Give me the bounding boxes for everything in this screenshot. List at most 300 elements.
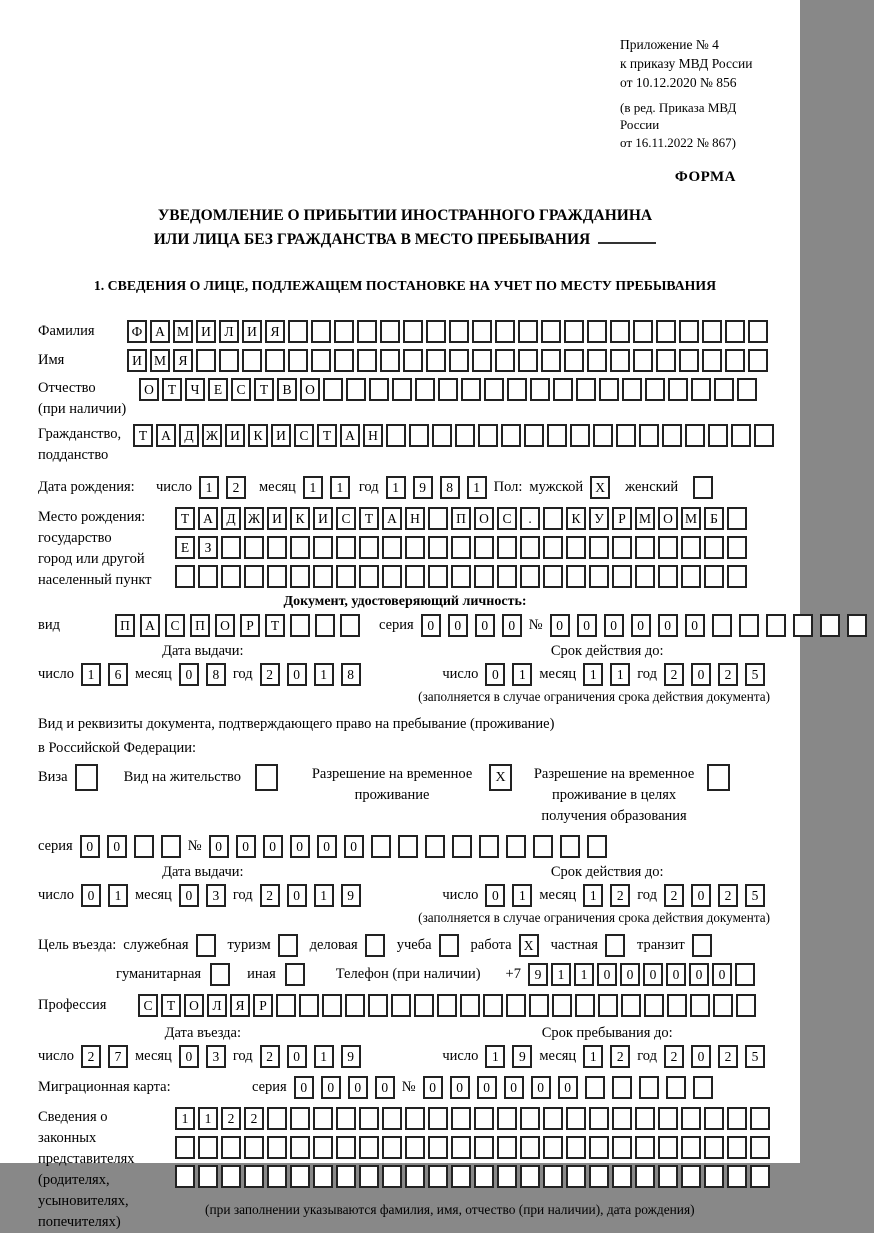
form-cell[interactable] xyxy=(727,1107,747,1130)
form-cell[interactable] xyxy=(727,1136,747,1159)
form-cell[interactable] xyxy=(587,320,607,343)
form-cell[interactable] xyxy=(704,1107,724,1130)
form-cell[interactable] xyxy=(357,349,377,372)
form-cell[interactable]: И xyxy=(267,507,287,530)
form-cell[interactable]: 0 xyxy=(666,963,686,986)
form-cell[interactable]: И xyxy=(225,424,245,447)
form-cell[interactable] xyxy=(495,349,515,372)
form-cell[interactable]: 0 xyxy=(685,614,705,637)
form-cell[interactable] xyxy=(474,1136,494,1159)
form-cell[interactable]: А xyxy=(382,507,402,530)
form-cell[interactable]: 0 xyxy=(691,663,711,686)
temp-residence-edu-checkbox[interactable] xyxy=(707,764,730,791)
form-cell[interactable]: 1 xyxy=(583,1045,603,1068)
form-cell[interactable]: 0 xyxy=(287,884,307,907)
form-cell[interactable] xyxy=(497,536,517,559)
form-cell[interactable]: С xyxy=(497,507,517,530)
form-cell[interactable]: Я xyxy=(173,349,193,372)
form-cell[interactable]: 2 xyxy=(226,476,246,499)
form-cell[interactable]: Б xyxy=(704,507,724,530)
form-cell[interactable] xyxy=(520,1136,540,1159)
form-cell[interactable] xyxy=(244,1136,264,1159)
form-cell[interactable]: 0 xyxy=(375,1076,395,1099)
form-cell[interactable]: 0 xyxy=(344,835,364,858)
form-cell[interactable] xyxy=(221,1165,241,1188)
form-cell[interactable] xyxy=(244,1165,264,1188)
form-cell[interactable]: М xyxy=(173,320,193,343)
form-cell[interactable] xyxy=(336,1107,356,1130)
form-cell[interactable] xyxy=(750,1136,770,1159)
form-cell[interactable] xyxy=(748,320,768,343)
form-cell[interactable] xyxy=(340,614,360,637)
form-cell[interactable]: 0 xyxy=(263,835,283,858)
form-cell[interactable]: Д xyxy=(179,424,199,447)
form-cell[interactable] xyxy=(426,320,446,343)
form-cell[interactable] xyxy=(506,994,526,1017)
form-cell[interactable] xyxy=(414,994,434,1017)
form-cell[interactable]: К xyxy=(248,424,268,447)
form-cell[interactable] xyxy=(543,1107,563,1130)
form-cell[interactable] xyxy=(334,349,354,372)
form-cell[interactable] xyxy=(679,320,699,343)
form-cell[interactable] xyxy=(449,349,469,372)
form-cell[interactable] xyxy=(451,536,471,559)
form-cell[interactable]: А xyxy=(156,424,176,447)
form-cell[interactable] xyxy=(474,565,494,588)
form-cell[interactable] xyxy=(428,507,448,530)
form-cell[interactable] xyxy=(589,536,609,559)
residence-permit-checkbox[interactable] xyxy=(255,764,278,791)
form-cell[interactable] xyxy=(242,349,262,372)
form-cell[interactable] xyxy=(313,1107,333,1130)
form-cell[interactable] xyxy=(644,994,664,1017)
form-cell[interactable] xyxy=(368,994,388,1017)
form-cell[interactable] xyxy=(403,320,423,343)
form-cell[interactable] xyxy=(566,1136,586,1159)
form-cell[interactable] xyxy=(658,536,678,559)
form-cell[interactable]: И xyxy=(313,507,333,530)
form-cell[interactable] xyxy=(621,994,641,1017)
form-cell[interactable] xyxy=(543,536,563,559)
form-cell[interactable] xyxy=(520,536,540,559)
form-cell[interactable]: О xyxy=(474,507,494,530)
form-cell[interactable]: М xyxy=(681,507,701,530)
form-cell[interactable]: 0 xyxy=(597,963,617,986)
form-cell[interactable] xyxy=(497,1136,517,1159)
form-cell[interactable]: И xyxy=(271,424,291,447)
form-cell[interactable] xyxy=(497,1107,517,1130)
form-cell[interactable]: 8 xyxy=(440,476,460,499)
form-cell[interactable] xyxy=(428,565,448,588)
form-cell[interactable] xyxy=(474,536,494,559)
form-cell[interactable]: И xyxy=(242,320,262,343)
form-cell[interactable] xyxy=(639,424,659,447)
form-cell[interactable]: С xyxy=(231,378,251,401)
form-cell[interactable]: 2 xyxy=(664,884,684,907)
form-cell[interactable] xyxy=(198,1165,218,1188)
form-cell[interactable] xyxy=(311,349,331,372)
form-cell[interactable] xyxy=(313,1136,333,1159)
form-cell[interactable]: Л xyxy=(219,320,239,343)
form-cell[interactable] xyxy=(472,320,492,343)
form-cell[interactable] xyxy=(662,424,682,447)
form-cell[interactable] xyxy=(391,994,411,1017)
form-cell[interactable] xyxy=(313,536,333,559)
form-cell[interactable] xyxy=(681,536,701,559)
form-cell[interactable] xyxy=(622,378,642,401)
form-cell[interactable]: 0 xyxy=(485,663,505,686)
form-cell[interactable] xyxy=(134,835,154,858)
form-cell[interactable] xyxy=(704,1165,724,1188)
form-cell[interactable] xyxy=(244,565,264,588)
form-cell[interactable] xyxy=(704,1136,724,1159)
form-cell[interactable] xyxy=(587,349,607,372)
form-cell[interactable] xyxy=(727,1165,747,1188)
form-cell[interactable] xyxy=(449,320,469,343)
form-cell[interactable] xyxy=(645,378,665,401)
form-cell[interactable]: 2 xyxy=(664,663,684,686)
form-cell[interactable]: О xyxy=(215,614,235,637)
form-cell[interactable] xyxy=(359,1136,379,1159)
form-cell[interactable] xyxy=(704,536,724,559)
form-cell[interactable] xyxy=(403,349,423,372)
form-cell[interactable]: 9 xyxy=(413,476,433,499)
form-cell[interactable] xyxy=(691,378,711,401)
form-cell[interactable]: 0 xyxy=(604,614,624,637)
form-cell[interactable]: 0 xyxy=(317,835,337,858)
form-cell[interactable] xyxy=(612,536,632,559)
form-cell[interactable] xyxy=(633,349,653,372)
form-cell[interactable] xyxy=(290,565,310,588)
form-cell[interactable] xyxy=(612,1136,632,1159)
form-cell[interactable]: 1 xyxy=(512,884,532,907)
purpose-work-checkbox[interactable]: X xyxy=(519,934,539,957)
form-cell[interactable] xyxy=(359,1107,379,1130)
form-cell[interactable] xyxy=(541,349,561,372)
form-cell[interactable] xyxy=(336,1136,356,1159)
form-cell[interactable] xyxy=(735,963,755,986)
form-cell[interactable] xyxy=(616,424,636,447)
form-cell[interactable] xyxy=(290,536,310,559)
form-cell[interactable]: 1 xyxy=(512,663,532,686)
form-cell[interactable]: 8 xyxy=(341,663,361,686)
form-cell[interactable] xyxy=(175,1165,195,1188)
form-cell[interactable] xyxy=(461,378,481,401)
form-cell[interactable] xyxy=(315,614,335,637)
temp-residence-checkbox[interactable]: X xyxy=(489,764,512,791)
form-cell[interactable]: 0 xyxy=(577,614,597,637)
form-cell[interactable] xyxy=(714,378,734,401)
form-cell[interactable]: 1 xyxy=(108,884,128,907)
form-cell[interactable] xyxy=(610,349,630,372)
form-cell[interactable] xyxy=(576,378,596,401)
form-cell[interactable] xyxy=(267,1136,287,1159)
form-cell[interactable] xyxy=(428,1107,448,1130)
form-cell[interactable] xyxy=(265,349,285,372)
form-cell[interactable] xyxy=(382,1165,402,1188)
form-cell[interactable] xyxy=(543,565,563,588)
form-cell[interactable] xyxy=(161,835,181,858)
form-cell[interactable] xyxy=(658,565,678,588)
form-cell[interactable]: 0 xyxy=(691,884,711,907)
form-cell[interactable]: 2 xyxy=(260,663,280,686)
form-cell[interactable]: 0 xyxy=(477,1076,497,1099)
form-cell[interactable] xyxy=(725,349,745,372)
visa-checkbox[interactable] xyxy=(75,764,98,791)
form-cell[interactable]: 7 xyxy=(108,1045,128,1068)
purpose-other-checkbox[interactable] xyxy=(285,963,305,986)
form-cell[interactable]: 5 xyxy=(745,884,765,907)
form-cell[interactable] xyxy=(336,536,356,559)
form-cell[interactable]: 0 xyxy=(502,614,522,637)
form-cell[interactable] xyxy=(633,320,653,343)
form-cell[interactable] xyxy=(793,614,813,637)
form-cell[interactable] xyxy=(336,1165,356,1188)
form-cell[interactable]: 2 xyxy=(221,1107,241,1130)
form-cell[interactable] xyxy=(221,565,241,588)
form-cell[interactable] xyxy=(313,1165,333,1188)
form-cell[interactable] xyxy=(656,349,676,372)
form-cell[interactable] xyxy=(288,349,308,372)
form-cell[interactable]: О xyxy=(300,378,320,401)
form-cell[interactable]: 1 xyxy=(314,1045,334,1068)
form-cell[interactable]: У xyxy=(589,507,609,530)
form-cell[interactable] xyxy=(520,1165,540,1188)
form-cell[interactable]: А xyxy=(150,320,170,343)
form-cell[interactable] xyxy=(543,1165,563,1188)
form-cell[interactable]: 1 xyxy=(303,476,323,499)
form-cell[interactable]: Р xyxy=(253,994,273,1017)
form-cell[interactable] xyxy=(668,378,688,401)
form-cell[interactable] xyxy=(587,835,607,858)
form-cell[interactable]: 1 xyxy=(314,663,334,686)
form-cell[interactable] xyxy=(437,994,457,1017)
form-cell[interactable]: П xyxy=(115,614,135,637)
form-cell[interactable] xyxy=(428,1136,448,1159)
form-cell[interactable] xyxy=(708,424,728,447)
form-cell[interactable]: З xyxy=(198,536,218,559)
form-cell[interactable] xyxy=(474,1165,494,1188)
form-cell[interactable]: 0 xyxy=(294,1076,314,1099)
form-cell[interactable] xyxy=(693,1076,713,1099)
form-cell[interactable] xyxy=(371,835,391,858)
form-cell[interactable] xyxy=(452,835,472,858)
form-cell[interactable]: 1 xyxy=(330,476,350,499)
form-cell[interactable]: 0 xyxy=(290,835,310,858)
form-cell[interactable] xyxy=(575,994,595,1017)
form-cell[interactable]: 1 xyxy=(175,1107,195,1130)
form-cell[interactable] xyxy=(290,1107,310,1130)
sex-female-checkbox[interactable] xyxy=(693,476,713,499)
form-cell[interactable] xyxy=(322,994,342,1017)
form-cell[interactable] xyxy=(750,1165,770,1188)
form-cell[interactable] xyxy=(566,1107,586,1130)
form-cell[interactable]: 3 xyxy=(206,884,226,907)
form-cell[interactable]: Е xyxy=(208,378,228,401)
form-cell[interactable]: 3 xyxy=(206,1045,226,1068)
form-cell[interactable] xyxy=(405,565,425,588)
form-cell[interactable] xyxy=(386,424,406,447)
form-cell[interactable]: 2 xyxy=(244,1107,264,1130)
form-cell[interactable]: 0 xyxy=(531,1076,551,1099)
form-cell[interactable]: П xyxy=(451,507,471,530)
form-cell[interactable]: . xyxy=(520,507,540,530)
form-cell[interactable] xyxy=(428,1165,448,1188)
form-cell[interactable]: Е xyxy=(175,536,195,559)
form-cell[interactable] xyxy=(244,536,264,559)
purpose-private-checkbox[interactable] xyxy=(605,934,625,957)
form-cell[interactable] xyxy=(507,378,527,401)
form-cell[interactable]: Д xyxy=(221,507,241,530)
form-cell[interactable] xyxy=(593,424,613,447)
form-cell[interactable]: С xyxy=(165,614,185,637)
form-cell[interactable] xyxy=(656,320,676,343)
form-cell[interactable]: 1 xyxy=(199,476,219,499)
form-cell[interactable]: К xyxy=(290,507,310,530)
form-cell[interactable]: М xyxy=(150,349,170,372)
form-cell[interactable]: И xyxy=(196,320,216,343)
form-cell[interactable]: П xyxy=(190,614,210,637)
form-cell[interactable] xyxy=(288,320,308,343)
form-cell[interactable] xyxy=(520,1107,540,1130)
form-cell[interactable]: О xyxy=(184,994,204,1017)
form-cell[interactable]: 0 xyxy=(450,1076,470,1099)
form-cell[interactable] xyxy=(679,349,699,372)
form-cell[interactable] xyxy=(346,378,366,401)
form-cell[interactable] xyxy=(323,378,343,401)
form-cell[interactable]: А xyxy=(140,614,160,637)
form-cell[interactable] xyxy=(748,349,768,372)
form-cell[interactable]: 0 xyxy=(348,1076,368,1099)
form-cell[interactable] xyxy=(267,565,287,588)
form-cell[interactable] xyxy=(425,835,445,858)
form-cell[interactable] xyxy=(635,1136,655,1159)
form-cell[interactable] xyxy=(451,1136,471,1159)
form-cell[interactable] xyxy=(739,614,759,637)
form-cell[interactable]: Н xyxy=(405,507,425,530)
form-cell[interactable] xyxy=(524,424,544,447)
form-cell[interactable] xyxy=(635,1107,655,1130)
form-cell[interactable]: 2 xyxy=(81,1045,101,1068)
form-cell[interactable] xyxy=(382,565,402,588)
form-cell[interactable] xyxy=(405,536,425,559)
form-cell[interactable]: 1 xyxy=(386,476,406,499)
form-cell[interactable]: 9 xyxy=(341,884,361,907)
form-cell[interactable] xyxy=(484,378,504,401)
form-cell[interactable] xyxy=(667,994,687,1017)
form-cell[interactable] xyxy=(311,320,331,343)
form-cell[interactable]: 0 xyxy=(80,835,100,858)
form-cell[interactable]: 5 xyxy=(745,1045,765,1068)
form-cell[interactable]: 2 xyxy=(610,1045,630,1068)
form-cell[interactable] xyxy=(175,565,195,588)
form-cell[interactable] xyxy=(198,565,218,588)
form-cell[interactable]: Т xyxy=(161,994,181,1017)
form-cell[interactable] xyxy=(543,507,563,530)
form-cell[interactable]: Р xyxy=(240,614,260,637)
form-cell[interactable] xyxy=(428,536,448,559)
form-cell[interactable]: Ч xyxy=(185,378,205,401)
form-cell[interactable] xyxy=(495,320,515,343)
form-cell[interactable]: 0 xyxy=(475,614,495,637)
form-cell[interactable] xyxy=(766,614,786,637)
form-cell[interactable]: 1 xyxy=(583,884,603,907)
form-cell[interactable]: 0 xyxy=(658,614,678,637)
form-cell[interactable]: 0 xyxy=(236,835,256,858)
form-cell[interactable] xyxy=(553,378,573,401)
form-cell[interactable] xyxy=(369,378,389,401)
form-cell[interactable] xyxy=(731,424,751,447)
form-cell[interactable] xyxy=(438,378,458,401)
form-cell[interactable]: 6 xyxy=(108,663,128,686)
form-cell[interactable]: 9 xyxy=(512,1045,532,1068)
form-cell[interactable] xyxy=(451,565,471,588)
form-cell[interactable] xyxy=(451,1165,471,1188)
form-cell[interactable]: 2 xyxy=(664,1045,684,1068)
form-cell[interactable] xyxy=(501,424,521,447)
form-cell[interactable]: 0 xyxy=(287,1045,307,1068)
form-cell[interactable] xyxy=(359,565,379,588)
form-cell[interactable] xyxy=(681,1165,701,1188)
form-cell[interactable] xyxy=(518,349,538,372)
form-cell[interactable] xyxy=(566,1165,586,1188)
form-cell[interactable]: Т xyxy=(133,424,153,447)
form-cell[interactable] xyxy=(518,320,538,343)
form-cell[interactable] xyxy=(432,424,452,447)
form-cell[interactable] xyxy=(345,994,365,1017)
form-cell[interactable]: 2 xyxy=(718,663,738,686)
form-cell[interactable] xyxy=(727,536,747,559)
form-cell[interactable]: 0 xyxy=(179,884,199,907)
form-cell[interactable]: 1 xyxy=(551,963,571,986)
form-cell[interactable] xyxy=(290,614,310,637)
form-cell[interactable]: Т xyxy=(175,507,195,530)
form-cell[interactable] xyxy=(221,1136,241,1159)
form-cell[interactable] xyxy=(290,1165,310,1188)
form-cell[interactable]: С xyxy=(138,994,158,1017)
form-cell[interactable]: Р xyxy=(612,507,632,530)
form-cell[interactable] xyxy=(635,565,655,588)
form-cell[interactable]: 2 xyxy=(260,1045,280,1068)
form-cell[interactable] xyxy=(681,565,701,588)
form-cell[interactable]: 0 xyxy=(689,963,709,986)
form-cell[interactable] xyxy=(690,994,710,1017)
form-cell[interactable] xyxy=(380,320,400,343)
form-cell[interactable]: 0 xyxy=(691,1045,711,1068)
form-cell[interactable] xyxy=(382,536,402,559)
form-cell[interactable]: 2 xyxy=(610,884,630,907)
form-cell[interactable] xyxy=(727,507,747,530)
form-cell[interactable] xyxy=(415,378,435,401)
form-cell[interactable]: 5 xyxy=(745,663,765,686)
form-cell[interactable] xyxy=(267,1107,287,1130)
form-cell[interactable] xyxy=(599,378,619,401)
form-cell[interactable]: 0 xyxy=(421,614,441,637)
form-cell[interactable] xyxy=(658,1136,678,1159)
form-cell[interactable] xyxy=(472,349,492,372)
form-cell[interactable]: Т xyxy=(265,614,285,637)
form-cell[interactable]: 1 xyxy=(485,1045,505,1068)
form-cell[interactable] xyxy=(474,1107,494,1130)
form-cell[interactable]: И xyxy=(127,349,147,372)
form-cell[interactable]: Л xyxy=(207,994,227,1017)
form-cell[interactable]: 0 xyxy=(631,614,651,637)
form-cell[interactable]: 0 xyxy=(107,835,127,858)
form-cell[interactable] xyxy=(754,424,774,447)
form-cell[interactable] xyxy=(479,835,499,858)
form-cell[interactable] xyxy=(299,994,319,1017)
form-cell[interactable] xyxy=(552,994,572,1017)
